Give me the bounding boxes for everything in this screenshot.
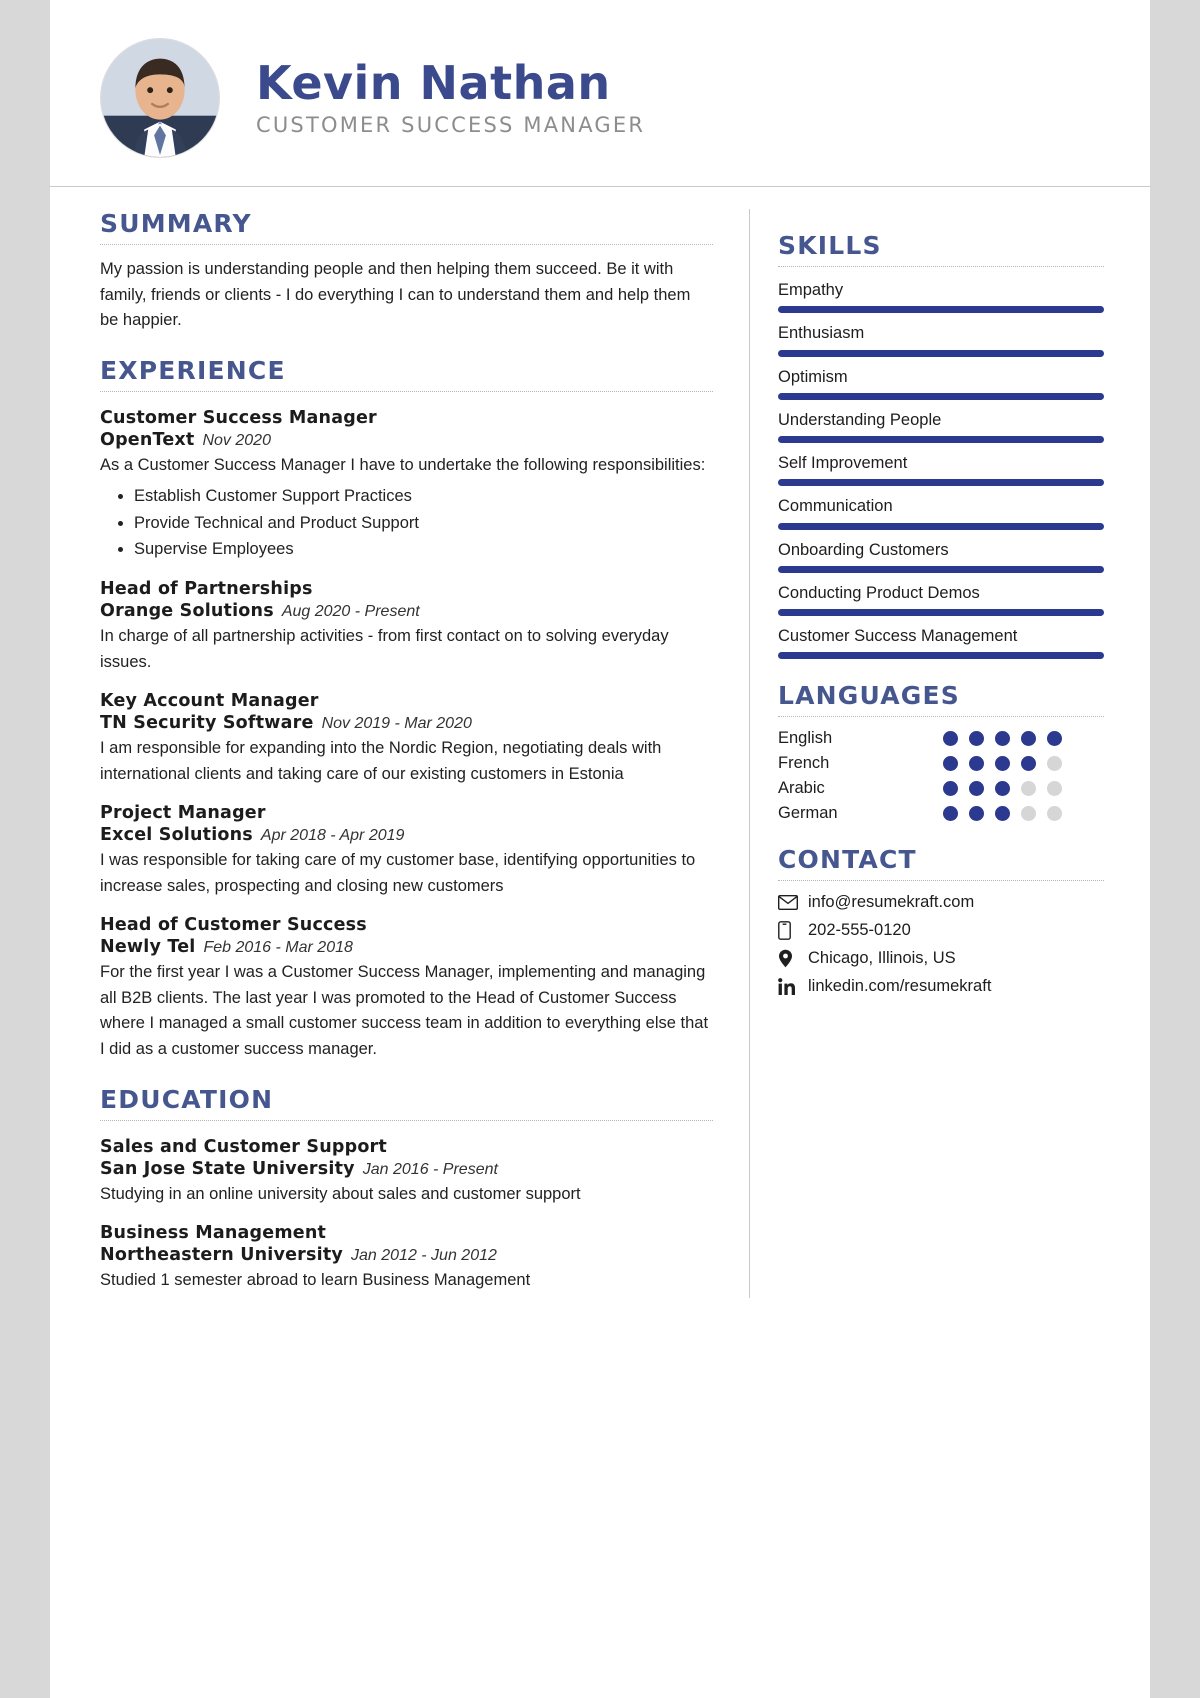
rating-dot — [995, 781, 1010, 796]
skill-label: Understanding People — [778, 410, 942, 429]
language-item — [778, 754, 1104, 773]
rating-dot — [969, 781, 984, 796]
skill-bar — [778, 306, 1104, 313]
main-column — [50, 209, 750, 1298]
education-school-line — [100, 1159, 713, 1179]
contact-location-text: Chicago, Illinois, US — [808, 949, 956, 968]
education-description: Studied 1 semester abroad to learn Business Management — [100, 1271, 531, 1290]
skill-bar — [778, 566, 1104, 573]
photo-portrait-icon — [101, 39, 219, 157]
language-label: English — [778, 729, 833, 748]
language-rating — [943, 781, 1062, 796]
experience-company-line — [100, 713, 713, 733]
experience-item — [100, 915, 713, 1062]
contact-item-email[interactable] — [778, 893, 1104, 912]
contact-item-location[interactable] — [778, 949, 1104, 968]
education-description: Studying in an online university about sales and customer support — [100, 1184, 581, 1203]
experience-company-line — [100, 430, 713, 450]
experience-title: Customer Success Manager — [100, 407, 377, 428]
skill-item — [778, 495, 1104, 529]
experience-company: Orange Solutions — [100, 600, 274, 621]
skill-bar — [778, 652, 1104, 659]
skill-label: Onboarding Customers — [778, 540, 949, 559]
skill-bar — [778, 609, 1104, 616]
rating-dot — [969, 806, 984, 821]
language-label: Arabic — [778, 779, 825, 798]
education-title: Business Management — [100, 1223, 327, 1244]
experience-company-line — [100, 825, 713, 845]
rating-dot — [995, 806, 1010, 821]
section-heading-education: EDUCATION — [100, 1084, 274, 1114]
divider — [778, 716, 1104, 717]
education-item — [100, 1137, 713, 1208]
skill-bar — [778, 350, 1104, 357]
divider — [100, 244, 713, 245]
experience-description: For the first year I was a Customer Success Manager, implementing and managing all B2B clients. The last year I was promoted to the Head of Customer Success where I managed a small customer success team in addition to everything else that I did as a customer success manager. — [100, 963, 709, 1058]
rating-dot — [943, 806, 958, 821]
language-item — [778, 804, 1104, 823]
location-pin-icon — [778, 949, 808, 968]
contact-linkedin-text: linkedin.com/resumekraft — [808, 977, 992, 996]
name-block — [256, 55, 646, 138]
experience-company-line — [100, 601, 713, 621]
experience-dates: Apr 2018 - Apr 2019 — [260, 827, 405, 845]
skill-item — [778, 322, 1104, 356]
resume-body — [50, 187, 1150, 1338]
language-item — [778, 729, 1104, 748]
experience-description: I am responsible for expanding into the Nordic Region, negotiating deals with international clients and taking care of our existing customers in Estonia — [100, 739, 662, 783]
education-title: Sales and Customer Support — [100, 1136, 387, 1157]
divider — [100, 1120, 713, 1121]
contact-item-phone[interactable] — [778, 921, 1104, 940]
experience-dates: Nov 2020 — [202, 431, 271, 449]
skill-bar — [778, 436, 1104, 443]
skill-item — [778, 582, 1104, 616]
education-school: Northeastern University — [100, 1245, 343, 1266]
rating-dot — [1047, 806, 1062, 821]
language-label: French — [778, 754, 830, 773]
rating-dot — [969, 756, 984, 771]
resume-header — [50, 0, 1150, 187]
experience-company-line — [100, 937, 713, 957]
list-item: • Establish Customer Support Practices — [134, 484, 713, 510]
phone-icon — [778, 921, 808, 940]
language-rating — [943, 731, 1062, 746]
linkedin-icon — [778, 978, 808, 996]
experience-description: As a Customer Success Manager I have to undertake the following responsibilities: — [100, 455, 706, 474]
education-item — [100, 1223, 713, 1294]
education-school: San Jose State University — [100, 1158, 355, 1179]
experience-title: Head of Customer Success — [100, 915, 367, 936]
experience-company: TN Security Software — [100, 713, 314, 734]
list-item: • Provide Technical and Product Support — [134, 511, 713, 537]
experience-description: In charge of all partnership activities - from first contact on to solving everyday issues. — [100, 626, 669, 671]
experience-item — [100, 579, 713, 675]
skill-label: Enthusiasm — [778, 324, 865, 343]
section-heading-experience: EXPERIENCE — [100, 355, 286, 385]
skill-label: Empathy — [778, 281, 844, 299]
rating-dot — [995, 731, 1010, 746]
experience-title: Head of Partnerships — [100, 578, 313, 599]
skill-item — [778, 279, 1104, 313]
skill-bar — [778, 393, 1104, 400]
section-heading-skills: SKILLS — [778, 231, 882, 260]
skill-label: Self Improvement — [778, 454, 908, 473]
experience-company: OpenText — [100, 429, 195, 450]
experience-company: Excel Solutions — [100, 825, 253, 846]
skill-item — [778, 625, 1104, 659]
skill-item — [778, 409, 1104, 443]
list-item: • Supervise Employees — [134, 537, 713, 563]
experience-bullets — [100, 484, 713, 563]
resume-page — [50, 0, 1150, 1698]
language-item — [778, 779, 1104, 798]
skill-label: Customer Success Management — [778, 627, 1018, 646]
skill-label: Communication — [778, 497, 893, 516]
divider — [778, 266, 1104, 267]
experience-item — [100, 803, 713, 899]
skill-label: Optimism — [778, 367, 848, 386]
divider — [778, 880, 1104, 881]
education-school-line — [100, 1245, 713, 1265]
experience-title: Key Account Manager — [100, 691, 319, 712]
experience-item — [100, 408, 713, 563]
avatar — [100, 38, 220, 158]
job-role-subtitle: CUSTOMER SUCCESS MANAGER — [256, 113, 646, 138]
rating-dot — [1021, 781, 1036, 796]
experience-company: Newly Tel — [100, 937, 196, 958]
divider — [100, 391, 713, 392]
experience-item — [100, 691, 713, 787]
rating-dot — [943, 756, 958, 771]
rating-dot — [1021, 806, 1036, 821]
education-dates: Jan 2012 - Jun 2012 — [351, 1247, 497, 1265]
rating-dot — [969, 731, 984, 746]
experience-dates: Feb 2016 - Mar 2018 — [203, 939, 353, 957]
rating-dot — [1047, 756, 1062, 771]
rating-dot — [1047, 731, 1062, 746]
rating-dot — [995, 756, 1010, 771]
skill-item — [778, 366, 1104, 400]
summary-text: My passion is understanding people and then helping them succeed. Be it with family, friends or clients - I do everything I can to understand them and help them be happier. — [100, 260, 691, 330]
skill-bar — [778, 523, 1104, 530]
envelope-icon — [778, 895, 808, 910]
contact-email-text: info@resumekraft.com — [808, 893, 975, 912]
sidebar-column — [750, 209, 1150, 1298]
skill-item — [778, 539, 1104, 573]
skill-bar — [778, 479, 1104, 486]
page-title: Kevin Nathan — [256, 55, 611, 110]
experience-dates: Nov 2019 - Mar 2020 — [321, 715, 472, 733]
rating-dot — [943, 781, 958, 796]
skill-item — [778, 452, 1104, 486]
section-heading-summary: SUMMARY — [100, 209, 252, 238]
section-heading-contact: CONTACT — [778, 845, 917, 875]
language-rating — [943, 756, 1062, 771]
language-rating — [943, 806, 1062, 821]
experience-title: Project Manager — [100, 803, 266, 824]
rating-dot — [943, 731, 958, 746]
contact-item-linkedin[interactable] — [778, 977, 1104, 996]
experience-dates: Aug 2020 - Present — [281, 602, 420, 620]
skill-label: Conducting Product Demos — [778, 583, 980, 602]
language-label: German — [778, 804, 838, 823]
rating-dot — [1021, 731, 1036, 746]
rating-dot — [1047, 781, 1062, 796]
section-heading-languages: LANGUAGES — [778, 681, 961, 711]
rating-dot — [1021, 756, 1036, 771]
contact-phone-text: 202-555-0120 — [808, 921, 911, 940]
experience-description: I was responsible for taking care of my customer base, identifying opportunities to increase sales, prospecting and closing new customers — [100, 851, 696, 895]
education-dates: Jan 2016 - Present — [362, 1160, 498, 1178]
